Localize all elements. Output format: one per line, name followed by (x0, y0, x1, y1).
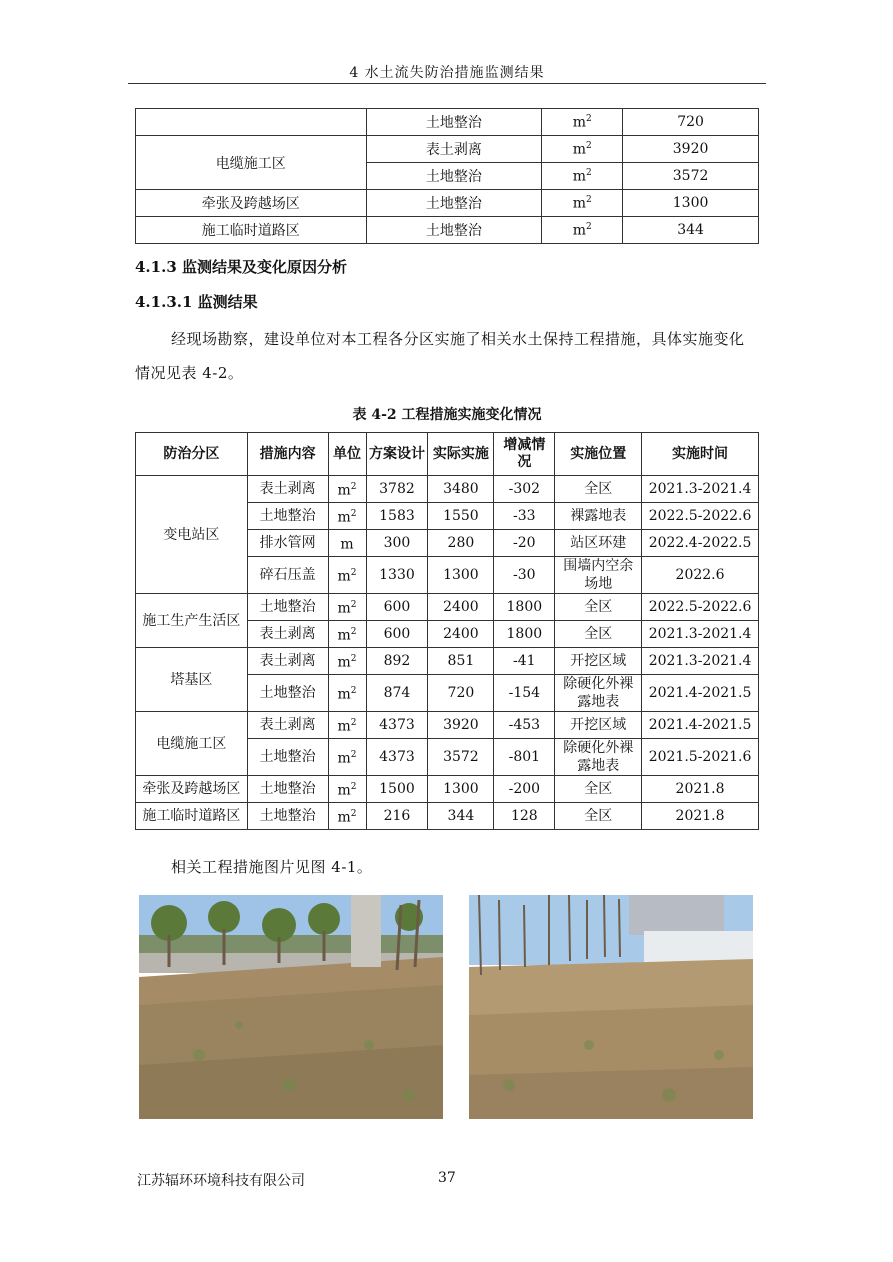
col-header: 防治分区 (136, 433, 248, 476)
measure-cell: 土地整治 (247, 675, 328, 712)
location-cell: 全区 (555, 476, 642, 503)
change-cell: -200 (494, 776, 555, 803)
table-header-row (136, 433, 759, 476)
value-cell: 344 (623, 217, 759, 244)
body-paragraph: 经现场勘察，建设单位对本工程各分区实施了相关水土保持工程措施，具体实施变化情况见表 4-2。 (135, 330, 745, 382)
measure-cell: 土地整治 (247, 803, 328, 830)
table-caption: 表 4-2 工程措施实施变化情况 (352, 407, 542, 423)
col-header: 措施内容 (247, 433, 328, 476)
col-header: 实际实施 (428, 433, 494, 476)
measure-cell: 表土剥离 (247, 476, 328, 503)
measure-cell: 土地整治 (247, 776, 328, 803)
measure-cell: 土地整治 (247, 503, 328, 530)
actual-cell: 3920 (428, 712, 494, 739)
measure-cell: 土地整治 (366, 163, 542, 190)
value-cell: 1300 (623, 190, 759, 217)
change-cell: -33 (494, 503, 555, 530)
table-row (136, 190, 759, 217)
location-cell: 开挖区域 (555, 648, 642, 675)
unit-cell: $m^2$ (328, 648, 366, 675)
time-cell: 2021.3-2021.4 (642, 648, 759, 675)
col-header: 增减情况 (494, 433, 555, 476)
zone-cell: 变电站区 (136, 476, 248, 594)
change-cell: -801 (494, 739, 555, 776)
time-cell: 2021.3-2021.4 (642, 476, 759, 503)
actual-cell: 2400 (428, 621, 494, 648)
zone-cell (136, 109, 367, 136)
measure-cell: 土地整治 (366, 109, 542, 136)
col-header: 实施位置 (555, 433, 642, 476)
unit-cell: $m^2$ (328, 803, 366, 830)
plan-cell: 874 (366, 675, 428, 712)
zone-cell: 电缆施工区 (136, 712, 248, 776)
location-cell: 裸露地表 (555, 503, 642, 530)
location-cell: 除硬化外裸露地表 (555, 739, 642, 776)
running-header: 4 水土流失防治措施监测结果 (349, 65, 545, 81)
actual-cell: 2400 (428, 594, 494, 621)
table-row (136, 776, 759, 803)
unit-cell: $m^2$ (328, 621, 366, 648)
change-cell: -302 (494, 476, 555, 503)
table-row (136, 803, 759, 830)
actual-cell: 344 (428, 803, 494, 830)
footer-company: 江苏辐环环境科技有限公司 (137, 1173, 305, 1189)
value-cell: 720 (623, 109, 759, 136)
time-cell: 2022.5-2022.6 (642, 594, 759, 621)
col-header: 实施时间 (642, 433, 759, 476)
zone-cell: 电缆施工区 (136, 136, 367, 190)
measure-cell: 碎石压盖 (247, 557, 328, 594)
table-row (136, 476, 759, 503)
unit-cell: $m^2$ (328, 503, 366, 530)
measure-cell: 土地整治 (366, 217, 542, 244)
unit-cell: $m^2$ (328, 739, 366, 776)
plan-cell: 600 (366, 594, 428, 621)
measure-cell: 土地整治 (366, 190, 542, 217)
plan-cell: 1500 (366, 776, 428, 803)
actual-cell: 3480 (428, 476, 494, 503)
subsection-heading: 4.1.3.1 监测结果 (135, 293, 258, 311)
change-cell: -30 (494, 557, 555, 594)
table-row (136, 594, 759, 621)
measure-cell: 土地整治 (247, 739, 328, 776)
table-row (136, 648, 759, 675)
change-cell: -154 (494, 675, 555, 712)
time-cell: 2021.4-2021.5 (642, 675, 759, 712)
time-cell: 2021.3-2021.4 (642, 621, 759, 648)
value-cell: 3572 (623, 163, 759, 190)
zone-cell: 牵张及跨越场区 (136, 190, 367, 217)
location-cell: 开挖区域 (555, 712, 642, 739)
location-cell: 全区 (555, 594, 642, 621)
change-cell: 1800 (494, 594, 555, 621)
time-cell: 2022.5-2022.6 (642, 503, 759, 530)
plan-cell: 600 (366, 621, 428, 648)
zone-cell: 施工临时道路区 (136, 803, 248, 830)
plan-cell: 4373 (366, 739, 428, 776)
unit-cell: m (328, 530, 366, 557)
location-cell: 全区 (555, 803, 642, 830)
unit-cell: $m^2$ (328, 675, 366, 712)
actual-cell: 851 (428, 648, 494, 675)
unit-cell: $m^2$ (542, 190, 623, 217)
plan-cell: 4373 (366, 712, 428, 739)
change-cell: -453 (494, 712, 555, 739)
actual-cell: 1300 (428, 557, 494, 594)
col-header: 方案设计 (366, 433, 428, 476)
time-cell: 2021.4-2021.5 (642, 712, 759, 739)
change-cell: -41 (494, 648, 555, 675)
page-number: 37 (438, 1170, 456, 1186)
measure-cell: 表土剥离 (247, 621, 328, 648)
unit-cell: $m^2$ (542, 136, 623, 163)
unit-cell: $m^2$ (542, 217, 623, 244)
value-cell: 3920 (623, 136, 759, 163)
table-row (136, 217, 759, 244)
unit-cell: $m^2$ (328, 476, 366, 503)
actual-cell: 3572 (428, 739, 494, 776)
zone-cell: 塔基区 (136, 648, 248, 712)
header-rule (128, 83, 766, 84)
continuation-table (135, 108, 759, 244)
table-row (136, 136, 759, 163)
unit-cell: $m^2$ (328, 594, 366, 621)
change-cell: -20 (494, 530, 555, 557)
actual-cell: 280 (428, 530, 494, 557)
actual-cell: 1550 (428, 503, 494, 530)
zone-cell: 牵张及跨越场区 (136, 776, 248, 803)
change-cell: 1800 (494, 621, 555, 648)
change-cell: 128 (494, 803, 555, 830)
time-cell: 2022.6 (642, 557, 759, 594)
plan-cell: 892 (366, 648, 428, 675)
location-cell: 除硬化外裸露地表 (555, 675, 642, 712)
actual-cell: 720 (428, 675, 494, 712)
time-cell: 2021.8 (642, 776, 759, 803)
unit-cell: $m^2$ (542, 163, 623, 190)
measure-cell: 排水管网 (247, 530, 328, 557)
plan-cell: 1583 (366, 503, 428, 530)
measures-table (135, 432, 759, 830)
col-header: 单位 (328, 433, 366, 476)
plan-cell: 3782 (366, 476, 428, 503)
table-row (136, 712, 759, 739)
measure-cell: 表土剥离 (366, 136, 542, 163)
measure-cell: 土地整治 (247, 594, 328, 621)
location-cell: 围墙内空余场地 (555, 557, 642, 594)
plan-cell: 216 (366, 803, 428, 830)
site-photo-roadside (139, 895, 443, 1119)
unit-cell: $m^2$ (328, 712, 366, 739)
measure-cell: 表土剥离 (247, 648, 328, 675)
location-cell: 站区环建 (555, 530, 642, 557)
unit-cell: $m^2$ (542, 109, 623, 136)
time-cell: 2022.4-2022.5 (642, 530, 759, 557)
plan-cell: 300 (366, 530, 428, 557)
measure-cell: 表土剥离 (247, 712, 328, 739)
table-row (136, 109, 759, 136)
zone-cell: 施工生产生活区 (136, 594, 248, 648)
time-cell: 2021.8 (642, 803, 759, 830)
actual-cell: 1300 (428, 776, 494, 803)
section-heading: 4.1.3 监测结果及变化原因分析 (135, 258, 347, 276)
location-cell: 全区 (555, 621, 642, 648)
unit-cell: $m^2$ (328, 776, 366, 803)
zone-cell: 施工临时道路区 (136, 217, 367, 244)
location-cell: 全区 (555, 776, 642, 803)
plan-cell: 1330 (366, 557, 428, 594)
body-paragraph: 相关工程措施图片见图 4-1。 (171, 858, 373, 876)
time-cell: 2021.5-2021.6 (642, 739, 759, 776)
unit-cell: $m^2$ (328, 557, 366, 594)
site-photo-wall-area (469, 895, 753, 1119)
